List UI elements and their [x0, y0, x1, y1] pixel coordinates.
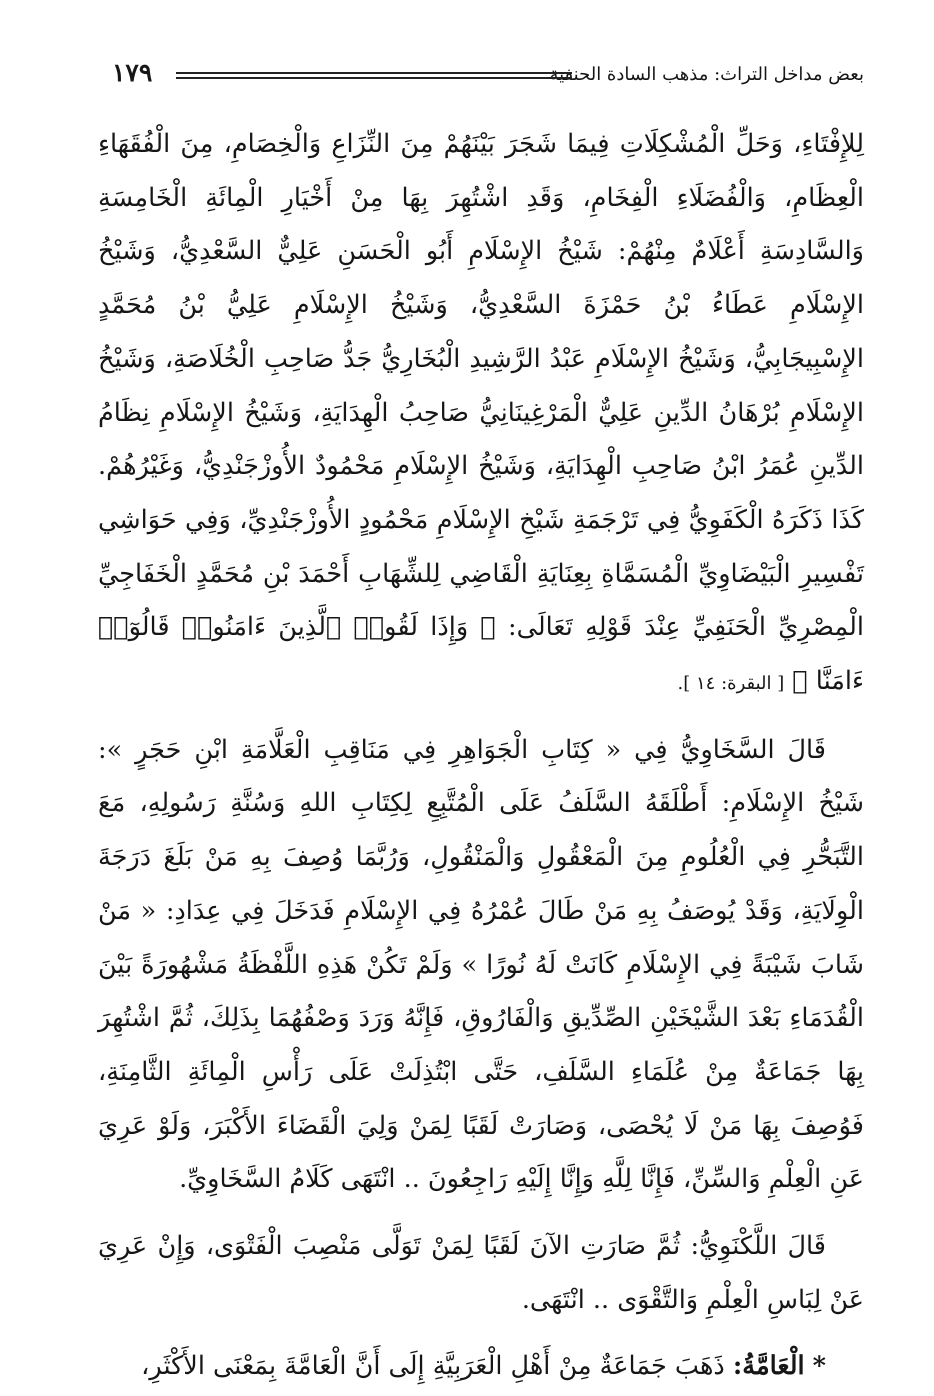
running-title: بعض مداخل التراث: مذهب السادة الحنفية	[549, 64, 864, 85]
quran-citation: [ البقرة: ١٤ ].	[677, 673, 785, 695]
body-text	[98, 118, 864, 1394]
paragraph-sakhawi-quote: قَالَ السَّخَاوِيُّ فِي « كِتَابِ الْجَوَاهِرِ فِي مَنَاقِبِ الْعَلَّامَةِ ابْنِ حَجَرٍ »: شَيْخُ الإِسْلَامِ: أَطْلَقَهُ السَّلَفُ عَلَى الْمُتَّبِعِ لِكِتَابِ اللهِ وَسُنَّةِ رَسُولِهِ، مَعَ التَّبَحُّرِ فِي الْعُلُومِ مِنَ الْمَعْقُولِ وَالْمَنْقُولِ، وَرُبَّمَا وُصِفَ بِهِ مَنْ بَلَغَ دَرَجَةَ الْوِلَايَةِ، وَقَدْ يُوصَفُ بِهِ مَنْ طَالَ عُمْرُهُ فِي الإِسْلَامِ فَدَخَلَ فِي عِدَادِ: « مَنْ شَابَ شَيْبَةً فِي الإِسْلَامِ كَانَتْ لَهُ نُورًا » وَلَمْ تَكُنْ هَذِهِ اللَّفْظَةُ مَشْهُورَةً بَيْنَ الْقُدَمَاءِ بَعْدَ الشَّيْخَيْنِ الصِّدِّيقِ وَالْفَارُوقِ، فَإِنَّهُ وَرَدَ وَصْفُهُمَا بِذَلِكَ، ثُمَّ اشْتُهِرَ بِهَا جَمَاعَةٌ مِنْ عُلَمَاءِ السَّلَفِ، حَتَّى ابْتُذِلَتْ عَلَى رَأْسِ الْمِائَةِ الثَّامِنَةِ، فَوُصِفَ بِهَا مَنْ لَا يُحْصَى، وَصَارَتْ لَقَبًا لِمَنْ وَلِيَ الْقَضَاءَ الأَكْبَرَ، وَلَوْ عَرِيَ عَنِ الْعِلْمِ وَالسِّنِّ، فَإِنَّا لِلَّهِ وَإِنَّا إِلَيْهِ رَاجِعُونَ .. انْتَهَى كَلَامُ السَّخَاوِيِّ.	[98, 734, 864, 1195]
entry-text: ذَهَبَ جَمَاعَةٌ مِنْ أَهْلِ الْعَرَبِيَّةِ إِلَى أَنَّ الْعَامَّةَ بِمَعْنَى الأَكْثَرِ،	[141, 1351, 725, 1382]
paragraph-continuation	[98, 118, 864, 711]
running-header	[112, 58, 864, 102]
page-number: ١٧٩	[112, 58, 153, 87]
paragraph-amma-entry	[98, 1340, 864, 1394]
header-double-rule	[176, 72, 572, 79]
paragraph-1-text: لِلإِفْتَاءِ، وَحَلِّ الْمُشْكِلَاتِ فِيمَا شَجَرَ بَيْنَهُمْ مِنَ النِّزَاعِ وَالْخِصَامِ، مِنَ الْفُقَهَاءِ الْعِظَامِ، وَالْفُضَلَاءِ الْفِخَامِ، وَقَدِ اشْتُهِرَ بِهَا مِنْ أَخْيَارِ الْمِائَةِ الْخَامِسَةِ وَالسَّادِسَةِ أَعْلَامٌ مِنْهُمْ: شَيْخُ الإِسْلَامِ أَبُو الْحَسَنِ عَلِيٌّ السَّعْدِيُّ، وَشَيْخُ الإِسْلَامِ عَطَاءُ بْنُ حَمْزَةَ السَّعْدِيُّ، وَشَيْخُ الإِسْلَامِ عَلِيُّ بْنُ مُحَمَّدٍ الإِسْبِيجَابِيُّ، وَشَيْخُ الإِسْلَامِ عَبْدُ الرَّشِيدِ الْبُخَارِيُّ جَدُّ صَاحِبِ الْخُلَاصَةِ، وَشَيْخُ الإِسْلَامِ بُرْهَانُ الدِّينِ عَلِيٌّ الْمَرْغِينَانِيُّ صَاحِبُ الْهِدَايَةِ، وَشَيْخُ الإِسْلَامِ نِظَامُ الدِّينِ عُمَرُ ابْنُ صَاحِبِ الْهِدَايَةِ، وَشَيْخُ الإِسْلَامِ مَحْمُودٌ الأُوزْجَنْدِيُّ، وَغَيْرُهُمْ. كَذَا ذَكَرَهُ الْكَفَوِيُّ فِي تَرْجَمَةِ شَيْخِ الإِسْلَامِ مَحْمُودٍ الأُوزْجَنْدِيِّ، وَفِي حَوَاشِي تَفْسِيرِ الْبَيْضَاوِيِّ الْمُسَمَّاةِ بِعِنَايَةِ الْقَاضِي لِلشِّهَابِ أَحْمَدَ بْنِ مُحَمَّدٍ الْخَفَاجِيِّ الْمِصْرِيِّ الْحَنَفِيِّ عِنْدَ قَوْلِهِ تَعَالَى: ﴿ وَإِذَا لَقُوا۟ ٱلَّذِينَ ءَامَنُوا۟ قَالُوٓا۟ ءَامَنَّا ﴾	[98, 129, 864, 697]
paragraph-laknawi-quote: قَالَ اللَّكْنَوِيُّ: ثُمَّ صَارَتِ الآنَ لَقَبًا لِمَنْ تَوَلَّى مَنْصِبَ الْفَتْوَى، وَإِنْ عَرِيَ عَنْ لِبَاسِ الْعِلْمِ وَالتَّقْوَى .. انْتَهَى.	[98, 1231, 864, 1315]
entry-bullet: *	[812, 1351, 826, 1382]
entry-term: الْعَامَّةُ:	[732, 1351, 805, 1382]
